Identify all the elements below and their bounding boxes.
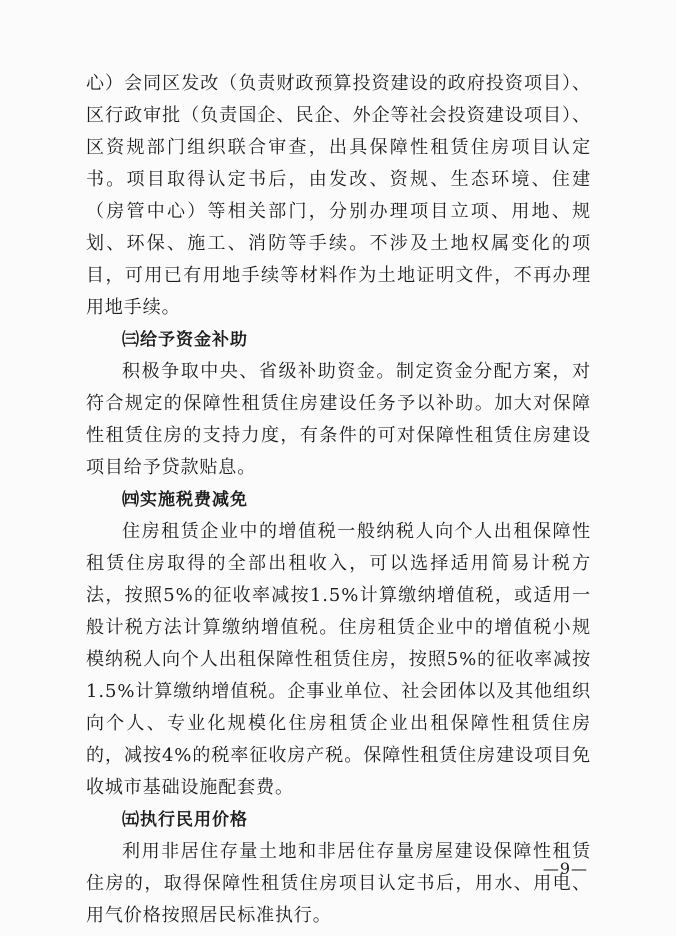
paragraph-project-approval: 心）会同区发改（负责财政预算投资建设的政府投资项目）、区行政审批（负责国企、民企、外企等社会投资建设项目）、区资规部门组织联合审查，出具保障性租赁住房项目认定书。项目取得认定书后，由发改、资规、生态环境、住建（房管中心）等相关部门，分别办理项目立项、用地、规划、环保、施工、消防等手续。不涉及土地权属变化的项目，可用已有用地手续等材料作为土地证明文件，不再办理用地手续。 (86, 73, 591, 318)
document-body (86, 68, 591, 932)
heading-funding-subsidy: ㈢给予资金补助 (122, 330, 248, 350)
paragraph-funding-subsidy: 积极争取中央、省级补助资金。制定资金分配方案，对符合规定的保障性租赁住房建设任务予以补助。加大对保障性租赁住房的支持力度，有条件的可对保障性租赁住房建设项目给予贷款贴息。 (86, 361, 591, 478)
heading-civil-pricing: ㈤执行民用价格 (122, 810, 248, 830)
paragraph-civil-pricing: 利用非居住存量土地和非居住存量房屋建设保障性租赁住房的，取得保障性租赁住房项目认定书后，用水、用电、用气价格按照居民标准执行。 (86, 841, 591, 926)
page-number: —9— (542, 859, 588, 878)
paragraph-tax-reduction: 住房租赁企业中的增值税一般纳税人向个人出租保障性租赁住房取得的全部出租收入，可以选择适用简易计税方法，按照5%的征收率减按1.5%计算缴纳增值税，或适用一般计税方法计算缴纳增值税。住房租赁企业中的增值税小规模纳税人向个人出租保障性租赁住房，按照5%的征收率减按1.5%计算缴纳增值税。企事业单位、社会团体以及其他组织向个人、专业化规模化住房租赁企业出租保障性租赁住房的，减按4%的税率征收房产税。保障性租赁住房建设项目免收城市基础设施配套费。 (86, 521, 591, 798)
heading-tax-reduction: ㈣实施税费减免 (122, 490, 248, 510)
